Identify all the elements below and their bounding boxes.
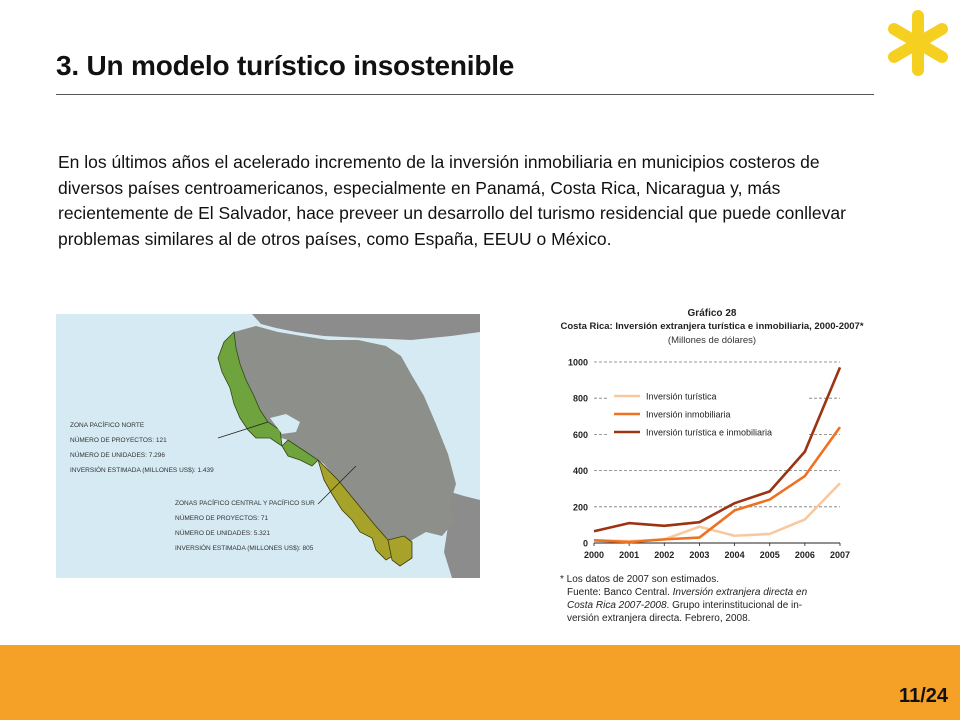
y-tick-label-400: 400 xyxy=(572,466,588,477)
investment-chart xyxy=(512,302,912,632)
slide-title: 3. Un modelo turístico insostenible xyxy=(56,50,515,81)
pacifico-norte-label xyxy=(70,418,214,478)
y-tick-label-600: 600 xyxy=(572,429,588,440)
legend-label-0: Inversión turística xyxy=(646,391,717,402)
x-tick-label-2003: 2003 xyxy=(689,550,710,560)
x-tick-label-2000: 2000 xyxy=(583,550,605,560)
slide-body-text: En los últimos años el acelerado incremento de la inversión inmobiliaria en municipios costeros de diversos países centroamericanos, especialmente en Panamá, Costa Rica, Nicaragua y, más recientemente de El Salvador, hace preveer un desarrollo del turismo residencial que puede conllevar problemas similares al de otros países, como España, EEUU o México. xyxy=(58,152,846,249)
pacifico-sur-projects: NÚMERO DE PROYECTOS: 71 xyxy=(175,515,269,522)
chart-estimate-note: * Los datos de 2007 son estimados. xyxy=(560,574,719,585)
y-tick-label-800: 800 xyxy=(572,393,588,404)
x-tick-label-2006: 2006 xyxy=(794,550,815,560)
legend-label-1: Inversión inmobiliaria xyxy=(646,409,731,420)
y-tick-label-1000: 1000 xyxy=(567,357,588,368)
pacifico-sur-label xyxy=(175,496,315,556)
legend-label-2: Inversión turística e inmobiliaria xyxy=(646,427,773,438)
pacifico-norte-zone: ZONA PACÍFICO NORTE xyxy=(70,422,145,429)
pacifico-norte-projects: NÚMERO DE PROYECTOS: 121 xyxy=(70,437,167,444)
pacifico-sur-investment: INVERSIÓN ESTIMADA (MILLONES US$): 805 xyxy=(175,545,314,552)
chart-source-line-2 xyxy=(560,599,807,612)
x-tick-label-2002: 2002 xyxy=(654,550,675,560)
x-tick-label-2001: 2001 xyxy=(619,550,640,560)
pacifico-sur-zone: ZONAS PACÍFICO CENTRAL Y PACÍFICO SUR xyxy=(175,500,315,507)
page-number: 11/24 xyxy=(899,685,948,707)
pacifico-norte-investment: INVERSIÓN ESTIMADA (MILLONES US$): 1.439 xyxy=(70,467,214,474)
osa-peninsula xyxy=(388,536,412,566)
x-tick-label-2005: 2005 xyxy=(759,550,780,560)
chart-plot xyxy=(512,302,912,572)
chart-source-line-3: versión extranjera directa. Febrero, 2008. xyxy=(567,613,751,624)
y-tick-label-200: 200 xyxy=(572,502,588,513)
chart-source-line-1 xyxy=(560,586,807,599)
x-tick-label-2004: 2004 xyxy=(724,550,745,560)
chart-notes xyxy=(560,573,807,625)
pacifico-sur-units: NÚMERO DE UNIDADES: 5.321 xyxy=(175,530,270,537)
chart-subtitle: Costa Rica: Inversión extranjera turística e inmobiliaria, 2000-2007* xyxy=(560,321,864,332)
costa-rica-map xyxy=(56,314,480,578)
source-prefix: Fuente: Banco Central. xyxy=(567,587,673,598)
chart-units: (Millones de dólares) xyxy=(667,335,757,346)
source-title-part1: Inversión extranjera directa en xyxy=(672,587,808,598)
footer-bar xyxy=(0,645,960,720)
source-suffix: . Grupo interinstitucional de in- xyxy=(666,600,803,611)
pacifico-norte-units: NÚMERO DE UNIDADES: 7.296 xyxy=(70,452,165,459)
source-title-part2: Costa Rica 2007-2008 xyxy=(567,600,667,611)
series-line-1 xyxy=(594,427,840,542)
chart-title: Gráfico 28 xyxy=(687,308,737,319)
title-divider xyxy=(56,94,874,95)
y-tick-label-0: 0 xyxy=(582,538,588,549)
asterisk-logo-icon xyxy=(876,2,960,82)
x-tick-label-2007: 2007 xyxy=(829,550,851,560)
